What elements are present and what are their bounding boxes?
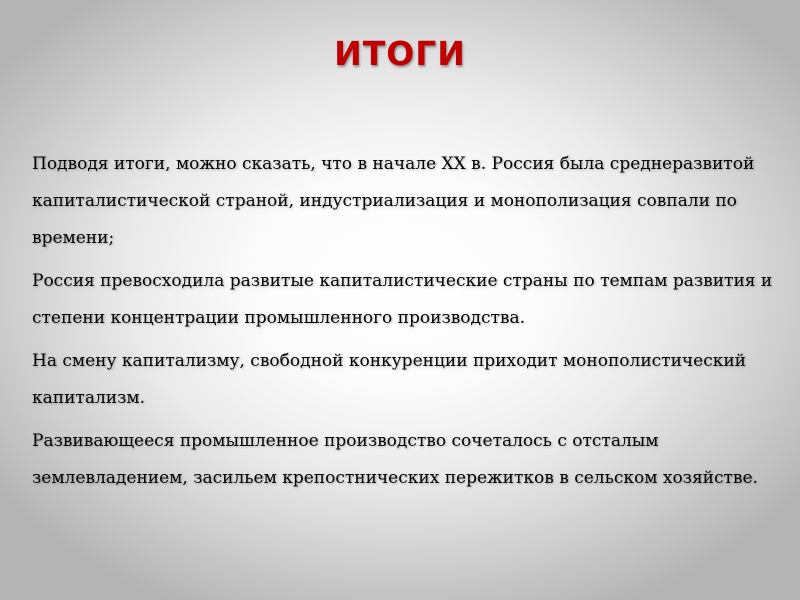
slide-body (32, 146, 780, 503)
paragraph-development-pace: Россия превосходила развитые капиталистические страны по темпам развития и степени концентрации промышленного производства. (32, 271, 773, 328)
slide-title: ИТОГИ (334, 34, 466, 73)
paragraph-land-ownership: Развивающееся промышленное производство сочеталось с отсталым землевладением, засильем крепостнических пережитков в сельском хозяйстве. (32, 431, 758, 488)
paragraph-monopoly-capitalism: На смену капитализму, свободной конкуренции приходит монополистический капитализм. (32, 351, 747, 408)
paragraph-summary: Подводя итоги, можно сказать, что в начале XX в. Россия была среднеразвитой капиталистической страной, индустриализация и монополизация совпали по времени; (32, 154, 755, 248)
